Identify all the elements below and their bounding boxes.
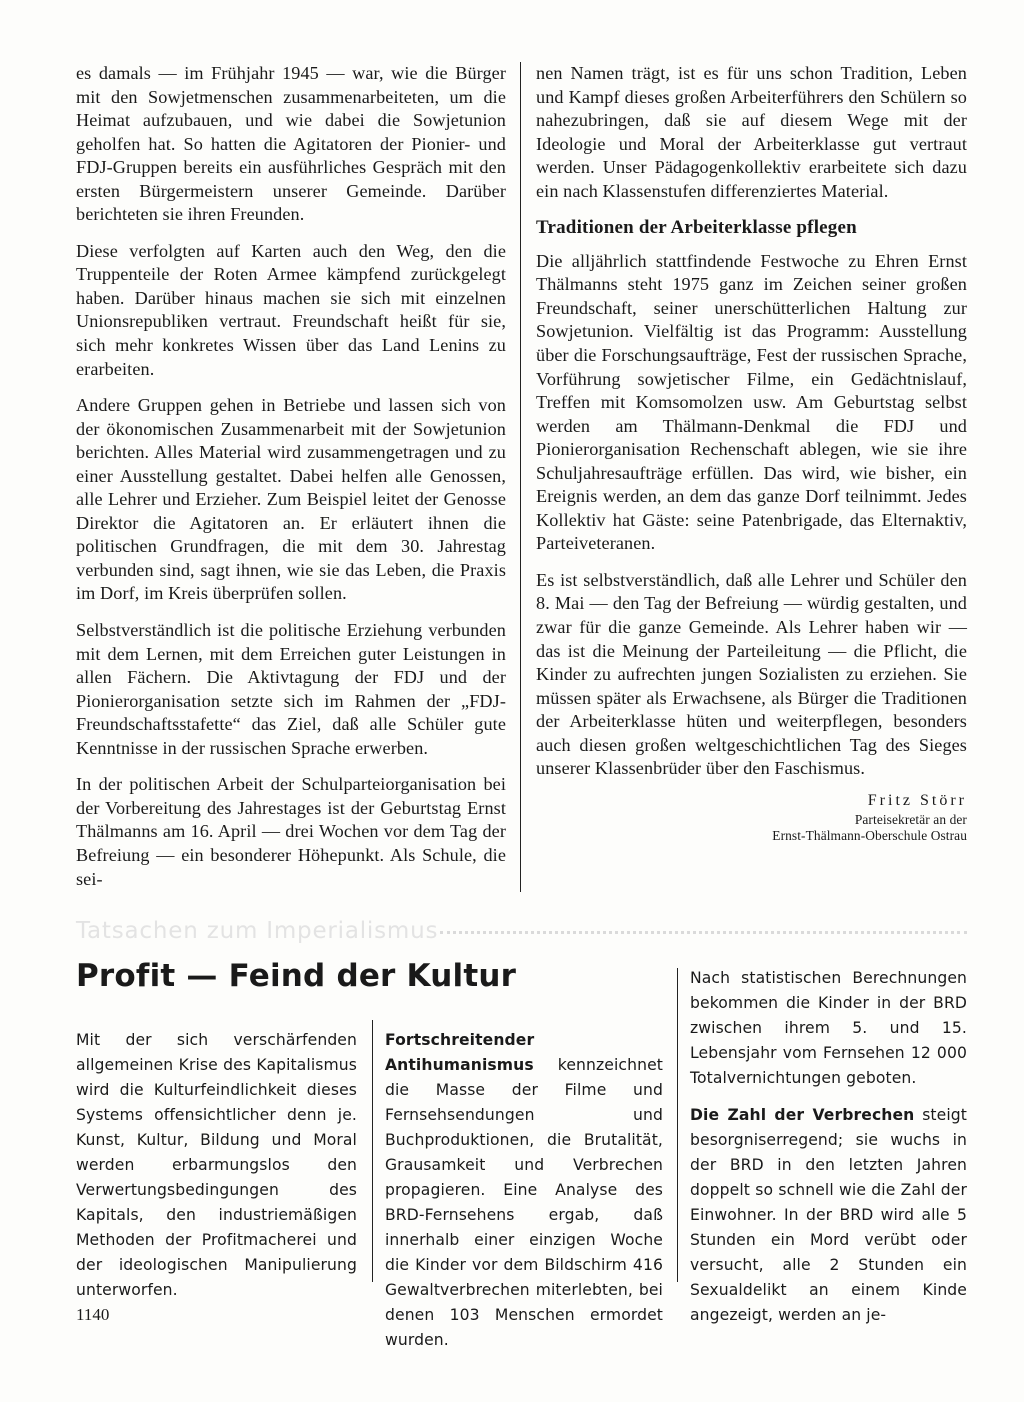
page-number: 1140 (76, 1305, 110, 1324)
paragraph: nen Namen trägt, ist es für uns schon Tradition, Leben und Kampf dieses großen Arbeiterführers den Schülern so nahezubringen, daß sie auf diesem Wege mit der Ideologie und Moral der Arbeiterklasse gut vertraut werden. Unser Pädagogenkollektiv erarbeitete sich dazu ein nach Klassenstufen differenziertes Material. (536, 63, 967, 201)
column-divider (677, 968, 678, 1282)
section-label: Tatsachen zum Imperialismus (76, 918, 439, 944)
article-column-left (76, 62, 506, 904)
author-role: Parteisekretär an der (854, 811, 967, 827)
paragraph: Selbstverständlich ist die politische Erziehung verbunden mit dem Lernen, mit dem Erreichen guter Leistungen in allen Fächern. Die Aktivtagung der FDJ und der Pionierorganisation setzte sich im Rahmen der „FDJ-Freundschaftsstafette“ das Ziel, daß alle Schüler gute Kenntnisse in der russischen Sprache erwerben. (76, 620, 506, 758)
paragraph: es damals — im Frühjahr 1945 — war, wie die Bürger mit den Sowjetmenschen zusammenarbeiteten, um die Heimat aufzubauen, und wie dabei die Sowjetunion geholfen hat. So hatten die Agitatoren der Pionier- und FDJ-Gruppen bereits ein ausführliches Gespräch mit den ersten Bürgermeistern unserer Gemeinde. Darüber berichteten sie ihren Freunden. (76, 63, 506, 225)
headline: Profit — Feind der Kultur (76, 958, 517, 994)
paragraph (385, 1028, 663, 1353)
bottom-column-3 (690, 966, 967, 1340)
paragraph: Mit der sich verschärfenden allgemeinen Krise des Kapitalismus wird die Kulturfeindlichkeit dieses Systems offensichtlicher denn je. Kunst, Kultur, Bildung und Moral werden erbarmungslos den Verwertungsbedingungen des Kapitals, den industriemäßigen Methoden der Profitmacherei und der ideologischen Manipulierung unterworfen. (76, 1031, 357, 1299)
author-signature (536, 790, 967, 845)
bold-lead-in: Die Zahl der Verbrechen (690, 1106, 915, 1124)
paragraph: Andere Gruppen gehen in Betriebe und lassen sich von der ökonomischen Zusammenarbeit mit der Sowjetunion berichten. Alles Material wird zusammengetragen und zu einer Ausstellung gestaltet. Dabei helfen alle Genossen, alle Lehrer und Erzieher. Zum Beispiel leitet der Genosse Direktor die Agitatoren an. Er erläutert ihnen die politischen Grundfragen, die mit dem 30. Jahrestag verbunden sind, sagt ihnen, wie sie das Leben, die Praxis im Dorf, im Kreis überprüfen sollen. (76, 395, 506, 604)
column-divider (520, 62, 521, 892)
paragraph: Diese verfolgten auf Karten auch den Weg, den die Truppenteile der Roten Armee kämpfend zurückgelegt haben. Darüber hinaus machen sie sich mit einzelnen Unionsrepubliken vertraut. Freundschaft heißt für sie, sich mehr konkretes Wissen über das Land Lenins zu erarbeiten. (76, 240, 506, 379)
bold-lead-in: Fortschreitender Antihumanismus (385, 1031, 535, 1074)
paragraph: Es ist selbstverständlich, daß alle Lehrer und Schüler den 8. Mai — den Tag der Befreiung — würdig gestalten, und zwar für die ganze Gemeinde. Als Lehrer haben wir — das ist die Meinung der Parteileitung — die Pflicht, die Kinder zu aufrechten jungen Sozialisten zu erziehen. Sie müssen später als Erwachsene, als Bürger die Traditionen der Arbeiterklasse hüten und weiterpflegen, besonders auch diesen großen weltgeschichtlichen Tag des Sieges unserer Klassenbrüder über den Faschismus. (536, 569, 967, 779)
author-school: Ernst-Thälmann-Oberschule Ostrau (772, 828, 967, 844)
paragraph (690, 1103, 967, 1328)
bottom-column-1 (76, 1028, 357, 1315)
paragraph: In der politischen Arbeit der Schulparteiorganisation bei der Vorbereitung des Jahrestages ist der Geburtstag Ernst Thälmanns am 16. April — drei Wochen vor dem Tag der Befreiung — ein besonderer Höhepunkt. Als Schule, die sei- (76, 774, 506, 889)
bottom-column-2 (385, 1028, 663, 1365)
column-divider (372, 1020, 373, 1282)
paragraph-text: kennzeichnet die Masse der Filme und Fernsehsendungen und Buchproduktionen, die Brutalität, Grausamkeit und Verbrechen propagieren. Eine Analyse des BRD-Fernsehens ergab, daß innerhalb einer einzigen Woche die Kinder vor dem Bildschirm 416 Gewaltverbrechen miterlebten, bei denen 103 Menschen ermordet wurden. (385, 1056, 663, 1349)
section-rule (440, 931, 967, 934)
author-name: Fritz Störr (867, 791, 967, 809)
paragraph-text: steigt besorgniserregend; sie wuchs in der BRD in den letzten Jahren doppelt so schnell wie die Zahl der Einwohner. In der BRD wird alle 5 Stunden ein Mord verübt oder versucht, alle 2 Stunden ein Sexualdelikt an einem Kinde angezeigt, werden an je- (690, 1106, 967, 1324)
paragraph: Nach statistischen Berechnungen bekommen die Kinder in der BRD zwischen ihrem 5. und 15. Lebensjahr vom Fernsehen 12 000 Totalvernichtungen geboten. (690, 969, 967, 1087)
subheading: Traditionen der Arbeiterklasse pflegen (536, 217, 857, 239)
paragraph: Die alljährlich stattfindende Festwoche zu Ehren Ernst Thälmanns steht 1975 ganz im Zeichen seiner großen Freundschaft, seiner unerschütterlichen Haltung zur Sowjetunion. Vielfältig ist das Programm: Ausstellung über die Forschungsaufträge, Fest der russischen Sprache, Vorführung sowjetischer Filme, ein Gedächtnislauf, Treffen mit Komsomolzen usw. Am Geburtstag selbst werden am Thälmann-Denkmal die FDJ und Pionierorganisation Rechenschaft ablegen, wie sie ihre Schuljahresaufträge erfüllen. Das wird, wie bisher, ein Ereignis werden, an dem das ganze Dorf teilnimmt. Jedes Kollektiv hat Gäste: seine Patenbrigade, das Elternaktiv, Parteiveteranen. (536, 250, 967, 554)
article-column-right (536, 62, 967, 845)
